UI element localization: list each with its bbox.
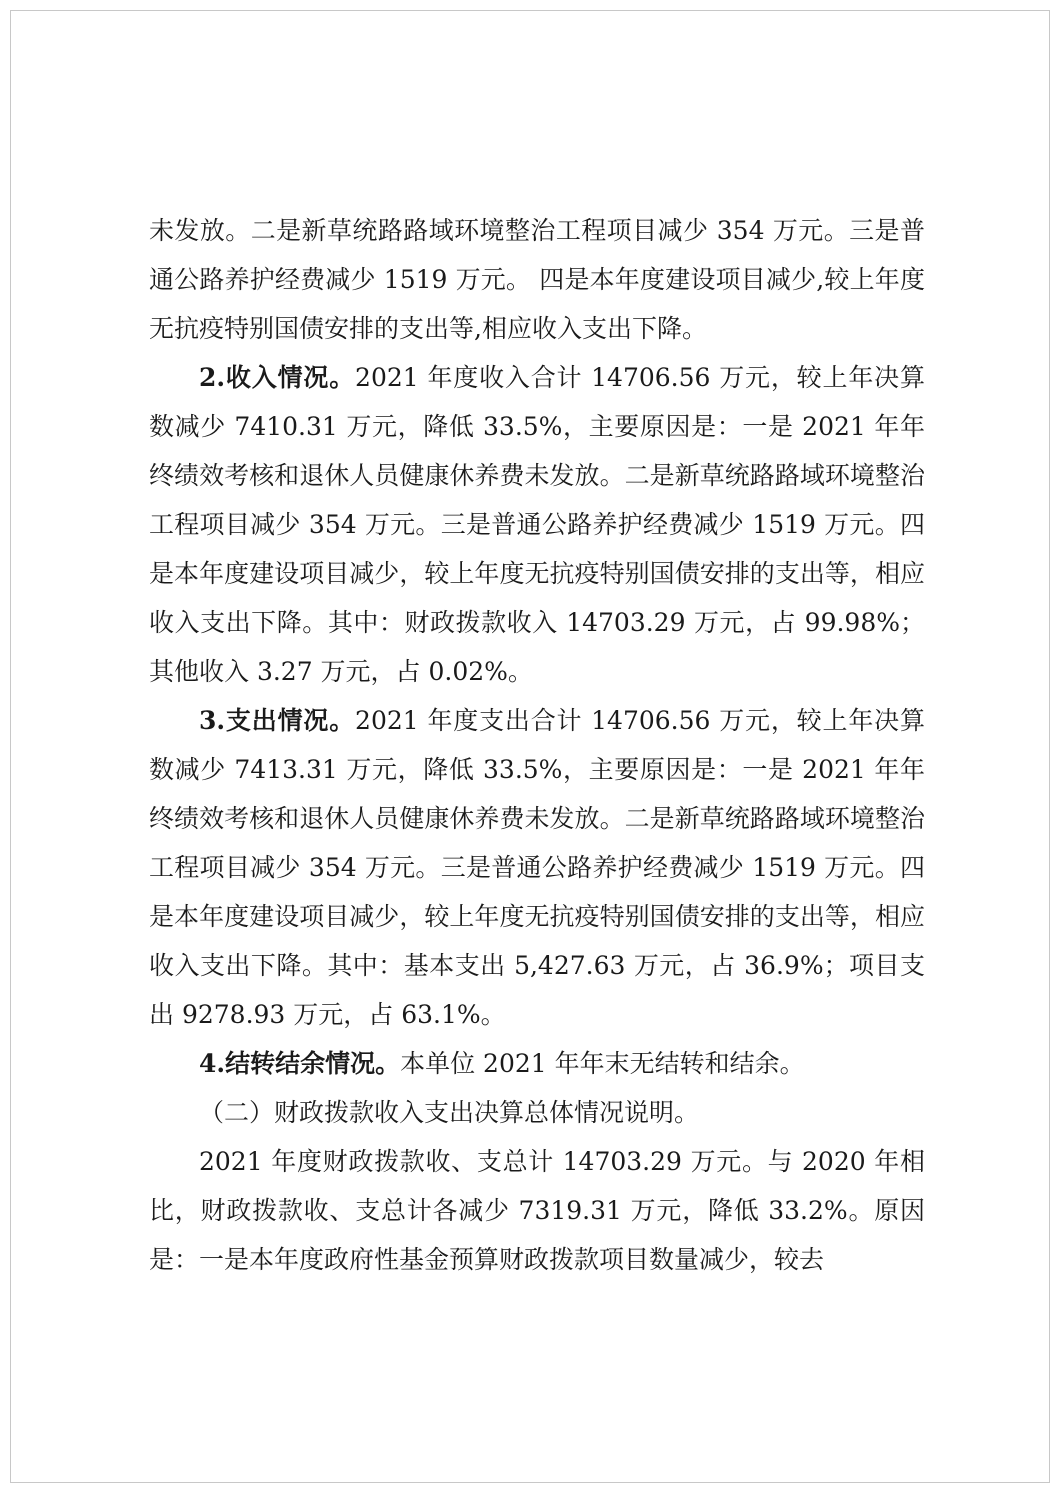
document-page	[10, 10, 1050, 1483]
income-body: 2021 年度收入合计 14706.56 万元，较上年决算数减少 7410.31 万元，降低 33.5%，主要原因是：一是 2021 年年终绩效考核和退休人员健康休养费未发放。二是新草统路路域环境整治工程项目减少 354 万元。三是普通公路养护经费减少 1519 万元。四是本年度建设项目减少，较上年度无抗疫特别国债安排的支出等，相应收入支出下降。其中：财政拨款收入 14703.29 万元，占 99.98%；其他收入 3.27 万元，占 0.02%。	[149, 363, 925, 686]
paragraph-expenditure	[149, 696, 925, 1039]
expenditure-heading: 3.支出情况。	[199, 706, 356, 735]
carryover-body: 本单位 2021 年年末无结转和结余。	[400, 1049, 805, 1078]
document-body	[149, 206, 925, 1284]
paragraph-income	[149, 353, 925, 696]
paragraph-continued: 未发放。二是新草统路路域环境整治工程项目减少 354 万元。三是普通公路养护经费减少 1519 万元。 四是本年度建设项目减少,较上年度无抗疫特别国债安排的支出等,相应收入支出下降。	[149, 216, 925, 343]
income-heading: 2.收入情况。	[199, 363, 356, 392]
section-heading: （二）财政拨款收入支出决算总体情况说明。	[199, 1098, 700, 1127]
expenditure-body: 2021 年度支出合计 14706.56 万元，较上年决算数减少 7413.31 万元，降低 33.5%，主要原因是：一是 2021 年年终绩效考核和退休人员健康休养费未发放。二是新草统路路域环境整治工程项目减少 354 万元。三是普通公路养护经费减少 1519 万元。四是本年度建设项目减少，较上年度无抗疫特别国债安排的支出等，相应收入支出下降。其中：基本支出 5,427.63 万元，占 36.9%；项目支出 9278.93 万元，占 63.1%。	[149, 706, 925, 1029]
paragraph-carryover	[149, 1039, 925, 1088]
paragraph-fiscal-allocation: 2021 年度财政拨款收、支总计 14703.29 万元。与 2020 年相比，财政拨款收、支总计各减少 7319.31 万元，降低 33.2%。原因是：一是本年度政府性基金预算财政拨款项目数量减少，较去	[149, 1147, 925, 1274]
carryover-heading: 4.结转结余情况。	[199, 1049, 401, 1078]
